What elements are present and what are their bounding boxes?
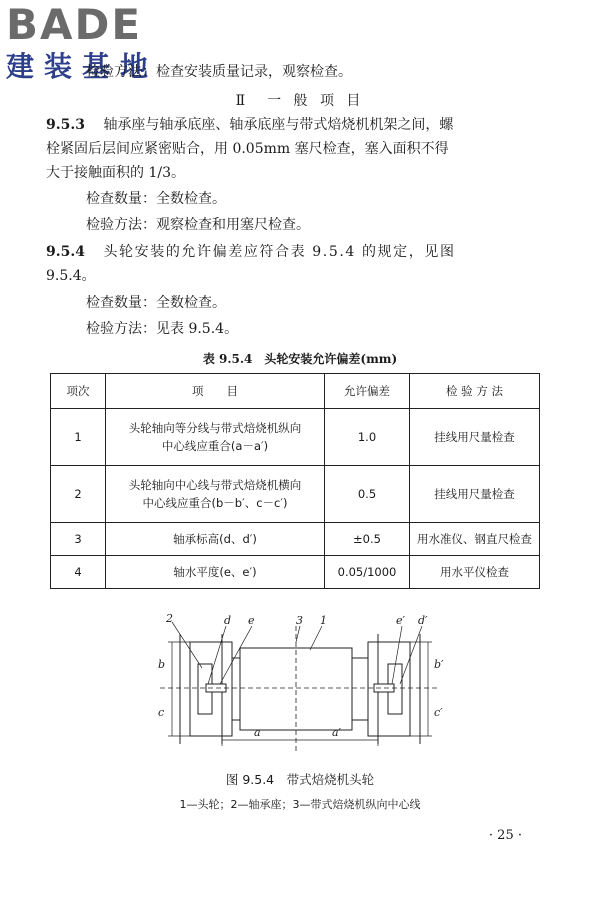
figure-legend: 1—头轮；2—轴承座；3—带式焙烧机纵向中心线	[179, 798, 421, 811]
label-2: 2	[166, 612, 173, 625]
cell-method: 用水准仪、钢直尺检查	[410, 523, 540, 556]
cell-no: 1	[51, 409, 106, 466]
leader-d-prime	[400, 626, 422, 684]
label-b: b	[158, 658, 166, 671]
cell-item-line: 中心线应重合(b－b′、c－c′)	[142, 496, 288, 510]
page-number: · 25 ·	[488, 828, 522, 843]
logo-subtitle: 建装基地	[6, 50, 159, 83]
table-row	[51, 466, 540, 523]
leader-3	[296, 626, 300, 642]
leader-e	[220, 626, 252, 684]
cell-method: 用水平仪检查	[410, 556, 540, 589]
cell-no: 4	[51, 556, 106, 589]
cell-item-line: 头轮轴向中心线与带式焙烧机横向	[128, 478, 302, 492]
col-header-no: 项次	[51, 374, 106, 409]
table-header-row	[51, 374, 540, 409]
table-row	[51, 409, 540, 466]
clause-953-method: 检验方法：观察检查和用塞尺检查。	[86, 217, 310, 233]
col-header-method: 检 验 方 法	[410, 374, 540, 409]
table-row	[51, 523, 540, 556]
label-1: 1	[320, 614, 327, 627]
logo-brand: BADE	[6, 0, 143, 49]
cell-item	[106, 466, 325, 523]
cell-no: 3	[51, 523, 106, 556]
clause-954-line1	[46, 242, 456, 262]
clause-text: 轴承座与轴承底座、轴承底座与带式焙烧机机架之间，螺	[103, 117, 454, 133]
cell-item-line: 中心线应重合(a－a′)	[161, 439, 269, 453]
cell-no: 2	[51, 466, 106, 523]
head-wheel-diagram	[150, 612, 450, 760]
cell-item: 轴承标高(d、d′)	[106, 523, 325, 556]
label-3: 3	[296, 614, 303, 627]
leader-d	[208, 626, 226, 684]
clause-953-line1	[46, 115, 453, 135]
clause-953-quantity: 检查数量：全数检查。	[86, 191, 226, 207]
label-e: e	[248, 614, 255, 627]
label-c-prime: c′	[434, 706, 443, 719]
label-b-prime: b′	[434, 658, 444, 671]
clause-text: 头轮安装的允许偏差应符合表 9.5.4 的规定，见图	[103, 244, 456, 260]
check-method-line: 检验方法：检查安装质量记录，观察检查。	[86, 64, 352, 80]
cell-item	[106, 409, 325, 466]
cell-item: 轴水平度(e、e′)	[106, 556, 325, 589]
cell-tolerance: 0.5	[325, 466, 410, 523]
clause-953-line3: 大于接触面积的 1/3。	[46, 165, 185, 181]
clause-954-quantity: 检查数量：全数检查。	[86, 295, 226, 311]
label-d-prime: d′	[418, 614, 428, 627]
clause-number: 9.5.4	[46, 244, 85, 260]
col-header-item: 项 目	[106, 374, 325, 409]
cell-tolerance: ±0.5	[325, 523, 410, 556]
label-c: c	[158, 706, 165, 719]
leader-e-prime	[392, 626, 402, 684]
table-row	[51, 556, 540, 589]
clause-954-method: 检验方法：见表 9.5.4。	[86, 321, 239, 337]
cell-method: 挂线用尺量检查	[410, 466, 540, 523]
label-d: d	[224, 614, 232, 627]
cell-tolerance: 0.05/1000	[325, 556, 410, 589]
clause-953-line2: 栓紧固后层间应紧密贴合，用 0.05mm 塞尺检查，塞入面积不得	[46, 141, 449, 157]
table-title: 表 9.5.4 头轮安装允许偏差(mm)	[202, 352, 398, 366]
clause-number: 9.5.3	[46, 117, 85, 133]
cell-item-line: 头轮轴向等分线与带式焙烧机纵向	[128, 421, 302, 435]
clause-954-line2: 9.5.4。	[46, 268, 96, 284]
figure-caption: 图 9.5.4 带式焙烧机头轮	[225, 772, 375, 787]
cell-tolerance: 1.0	[325, 409, 410, 466]
cell-method: 挂线用尺量检查	[410, 409, 540, 466]
section-title: Ⅱ 一 般 项 目	[235, 93, 365, 109]
leader-1	[310, 626, 322, 650]
label-a-prime: a′	[332, 726, 342, 739]
label-e-prime: e′	[396, 614, 406, 627]
label-a: a	[254, 726, 261, 739]
leader-2	[172, 622, 202, 668]
col-header-tolerance: 允许偏差	[325, 374, 410, 409]
tolerance-table	[50, 373, 540, 589]
